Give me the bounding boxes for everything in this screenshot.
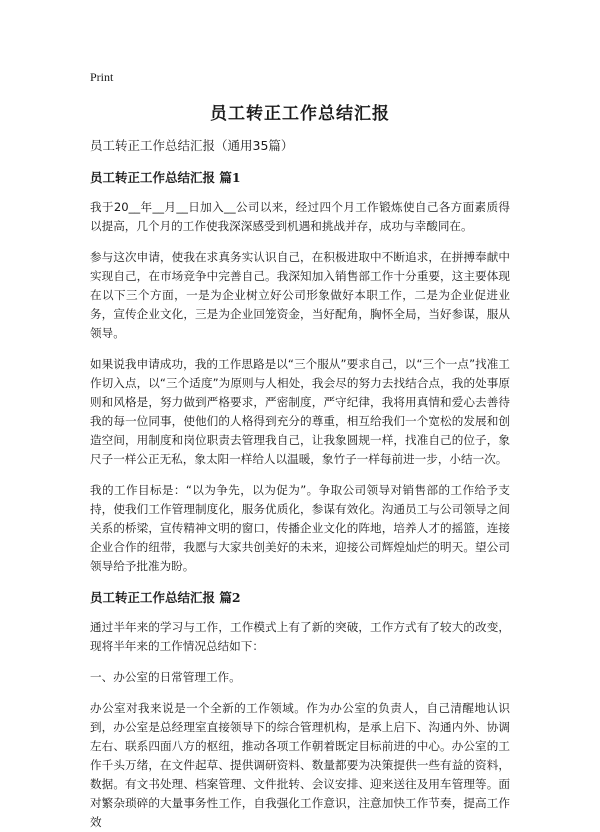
paragraph: 参与这次申请，使我在求真务实认识自己，在积极进取中不断追求，在拼搏奉献中实现自己，在市场竞争中完善自己。我深知加入销售部工作十分重要，这主要体现在以下三个方面，一是为企业树立好公司形象做好本职工作，二是为企业促进业务，宣传企业文化，三是为企业回笼资金，当好配角，胸怀全局，当好参谋，服从领导。 xyxy=(90,250,510,340)
section-heading-2: 员工转正工作总结汇报 篇2 xyxy=(90,590,241,605)
paragraph: 办公室对我来说是一个全新的工作领域。作为办公室的负责人，自己清醒地认识到，办公室是总经理室直接领导下的综合管理机构，是承上启下、沟通内外、协调左右、联系四面八方的枢纽，推动各项工作朝着既定目标前进的中心。办公室的工作千头万绪，在文件起草、提供调研资料、数量都要为决策提供一些有益的资料，数据。有文书处理、档案管理、文件批转、会议安排、迎来送往及用车管理等。面对繁杂琐碎的大量事务性工作，自我强化工作意识，注意加快工作节奏，提高工作效 xyxy=(90,701,510,829)
paragraph: 如果说我申请成功，我的工作思路是以“三个服从”要求自己，以“三个一点”找准工作切入点，以“三个适度”为原则与人相处，我会尽的努力去找结合点，我的处事原则和风格是，努力做到严格要求，严密制度，严守纪律，我将用真情和爱心去善待我的每一位同事，使他们的人格得到充分的尊重，相互给我们一个宽松的发展和创造空间，用制度和岗位职责去管理我自己，让我象圆规一样，找准自己的位子，象尺子一样公正无私，象太阳一样给人以温暖，象竹子一样每前进一步，小结一次。 xyxy=(90,357,510,466)
document-subtitle: 员工转正工作总结汇报（通用35篇） xyxy=(90,138,294,153)
section-heading-1: 员工转正工作总结汇报 篇1 xyxy=(90,170,241,185)
paragraph: 通过半年来的学习与工作，工作模式上有了新的突破，工作方式有了较大的改变，现将半年来的工作情况总结如下： xyxy=(90,620,510,653)
paragraph: 我于20__年__月__日加入__公司以来，经过四个月工作锻炼使自己各方面素质得以提高，几个月的工作使我深深感受到机遇和挑战并存，成功与幸酸同在。 xyxy=(90,200,510,233)
print-label[interactable]: Print xyxy=(90,70,114,84)
paragraph: 一、办公室的日常管理工作。 xyxy=(90,670,241,684)
paragraph: 我的工作目标是：“以为争先，以为促为”。争取公司领导对销售部的工作给予支持，使我们工作管理制度化，服务优质化，参谋有效化。沟通员工与公司领导之间关系的桥梁，宣传精神文明的窗口，传播企业文化的阵地，培养人才的摇篮，连接企业合作的纽带，我愿与大家共创美好的未来，迎接公司辉煌灿烂的明天。望公司领导给予批准为盼。 xyxy=(90,483,510,573)
page-title: 员工转正工作总结汇报 xyxy=(210,104,390,124)
